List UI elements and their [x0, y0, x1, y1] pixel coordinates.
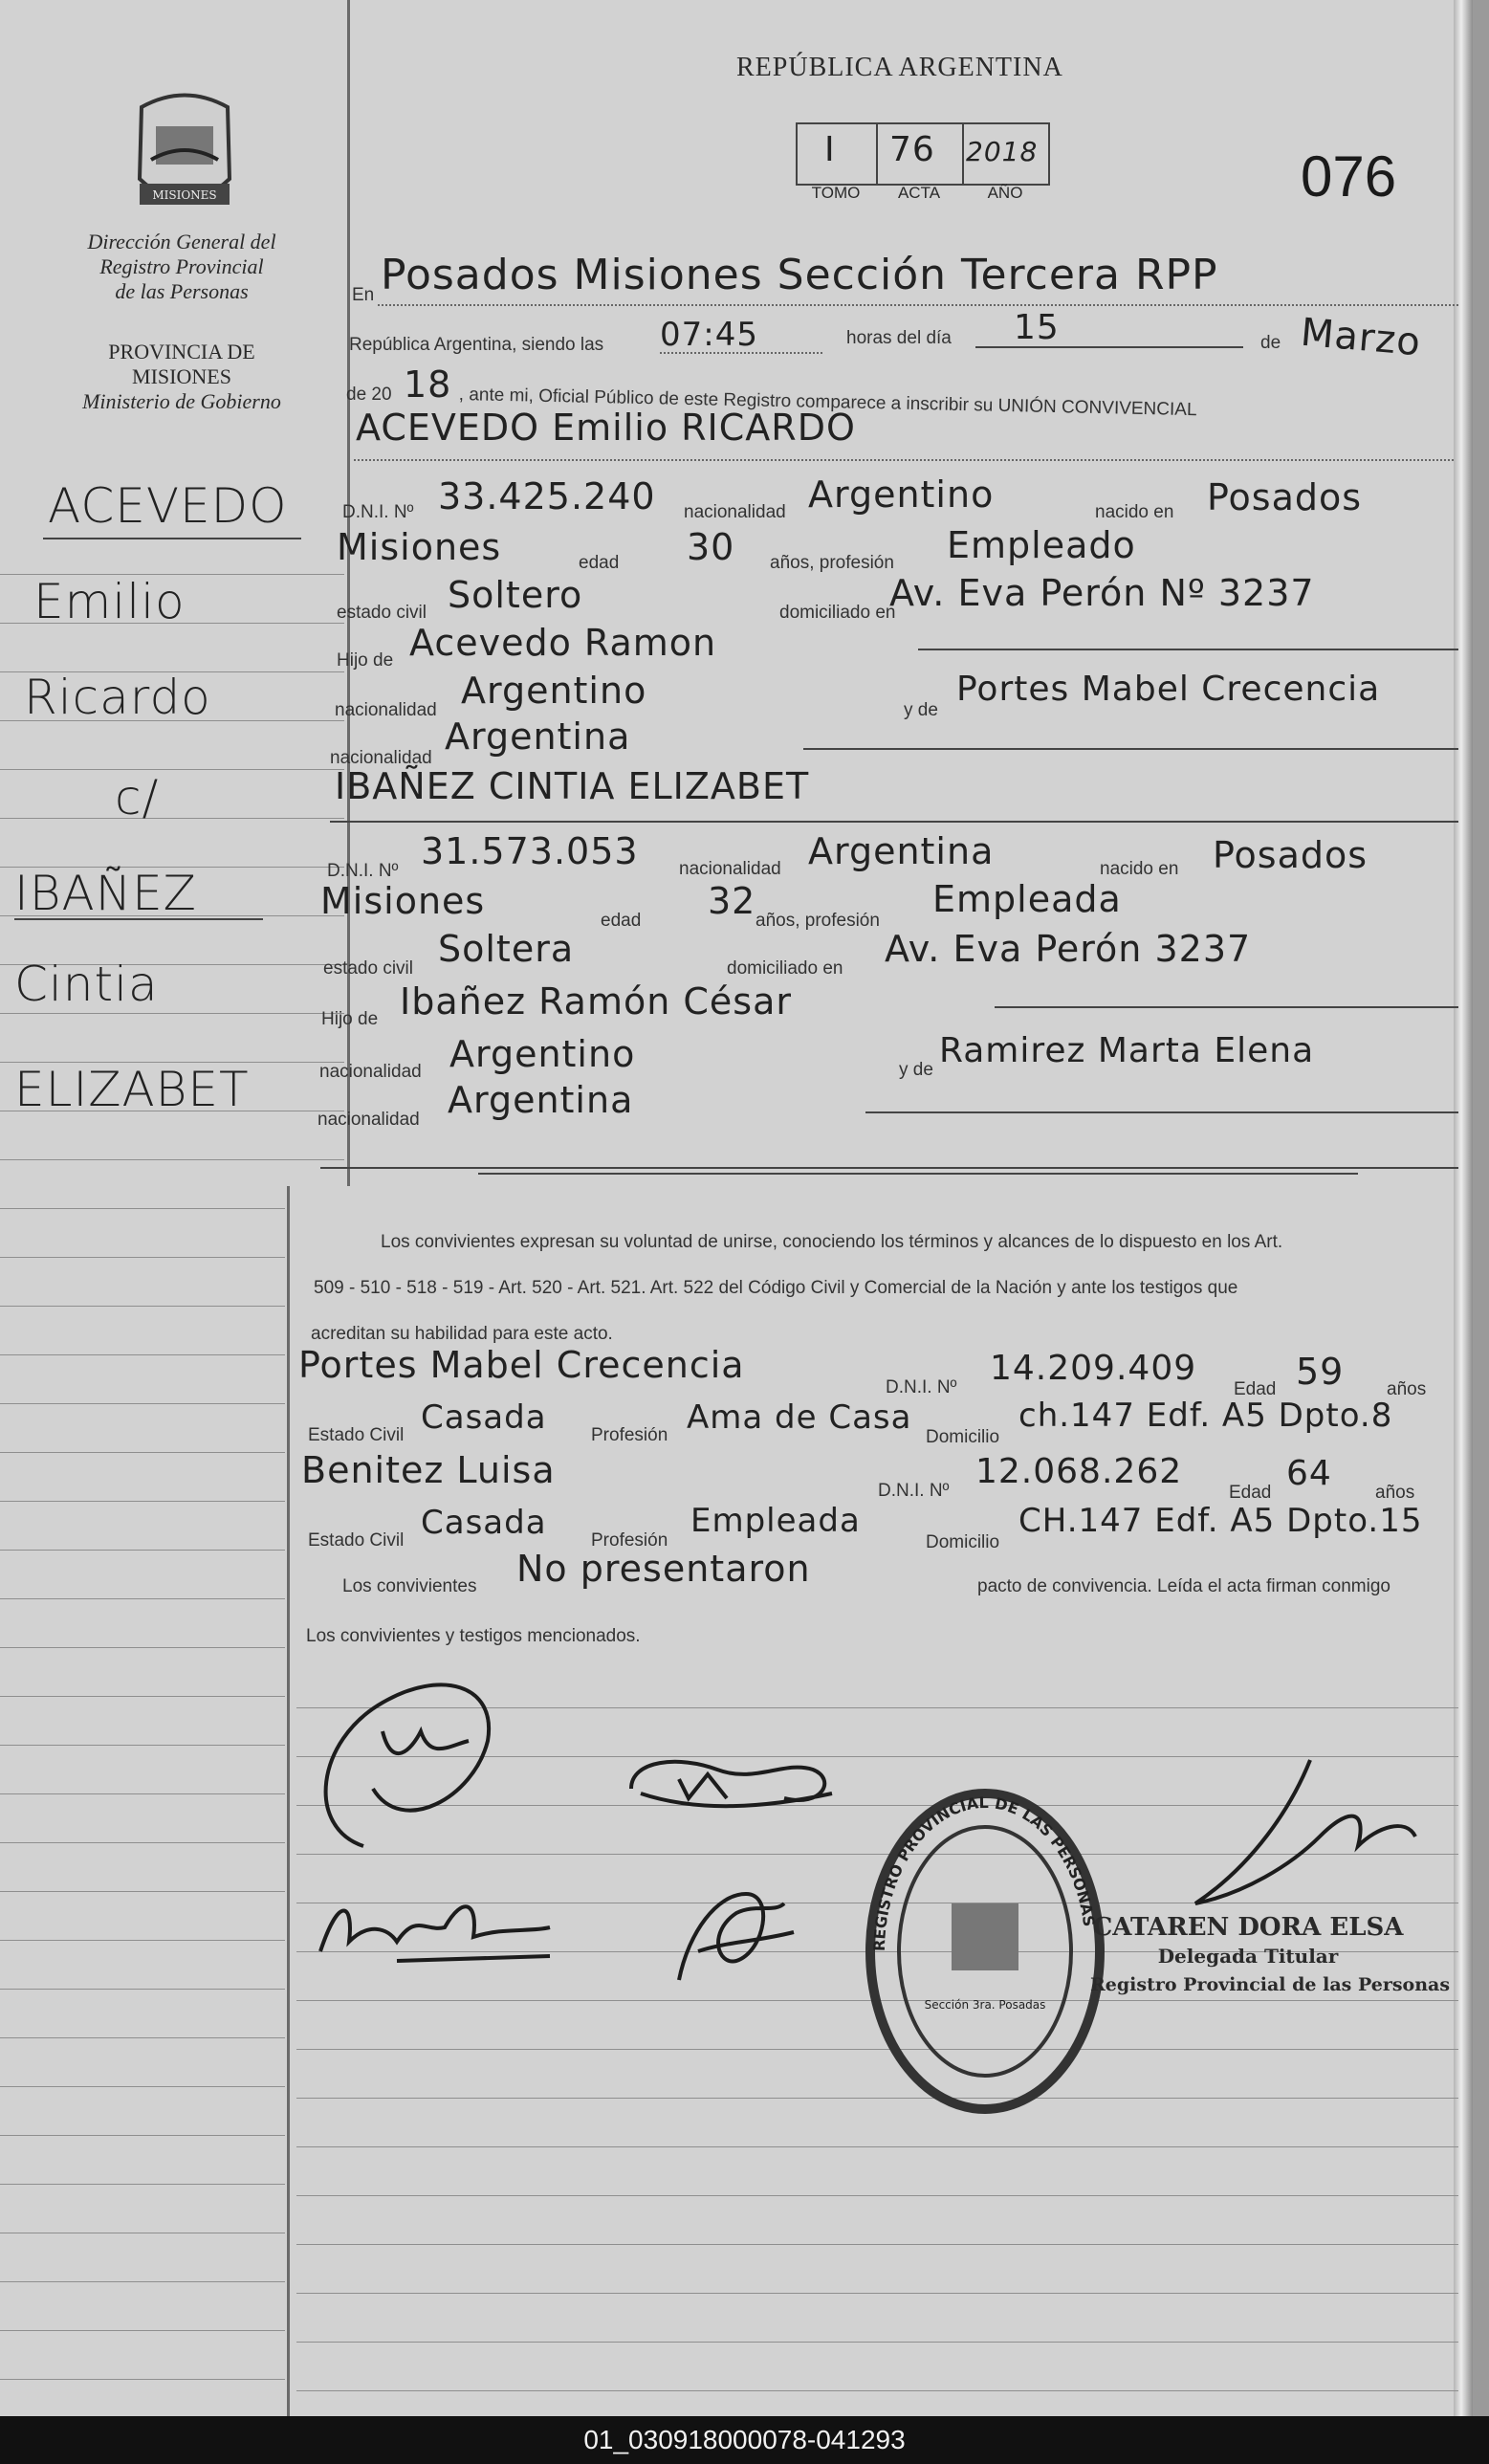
tomo-label: TOMO: [811, 184, 861, 202]
document-id: 01_030918000078-041293: [583, 2425, 906, 2454]
p1-prof-label: años, profesión: [770, 553, 894, 573]
w2-years-label: años: [1375, 1483, 1415, 1503]
ruled-line: [0, 1013, 344, 1014]
p2-mother-nat-line: [865, 1111, 1458, 1113]
w1-age: 59: [1296, 1351, 1345, 1393]
p1-born2: Misiones: [337, 526, 502, 568]
p2-born2: Misiones: [320, 880, 486, 922]
ministry-line: Ministerio de Gobierno: [82, 389, 281, 413]
ruled-line: [0, 769, 344, 770]
province-block: [38, 340, 325, 414]
margin-name-1: Emilio: [33, 574, 186, 629]
w1-profession: Ama de Casa: [687, 1398, 912, 1437]
tomo-cell: [796, 122, 878, 186]
acta-label: ACTA: [897, 184, 941, 202]
ruled-line: [296, 2390, 1458, 2391]
signature-officer: [1176, 1750, 1425, 1923]
emblem-text: MISIONES: [152, 188, 217, 202]
p1-dni-label: D.N.I. Nº: [342, 502, 414, 522]
w1-civil-label: Estado Civil: [308, 1425, 405, 1445]
acta-value: 76: [889, 130, 935, 169]
day-value: 15: [1014, 308, 1060, 347]
horas-label: horas del día: [846, 328, 952, 348]
w2-dom-label: Domicilio: [926, 1532, 1000, 1552]
p2-civil-label: estado civil: [323, 958, 413, 979]
agency-line-1: Dirección General del: [87, 230, 276, 253]
ruled-line: [296, 2293, 1458, 2294]
p2-father: Ibañez Ramón César: [400, 980, 793, 1023]
ruled-line: [0, 1940, 285, 1941]
margin-name-3: c/: [115, 770, 160, 825]
p2-born-label: nacido en: [1100, 859, 1179, 879]
p2-father-line: [995, 1006, 1458, 1008]
closing-label-3: Los convivientes y testigos mencionados.: [306, 1626, 641, 1646]
p2-father-nat-label: nacionalidad: [319, 1062, 422, 1082]
ruled-line: [0, 1306, 285, 1307]
p2-age-label: edad: [601, 911, 642, 931]
province-line-2: MISIONES: [132, 364, 231, 388]
agency-line-2: Registro Provincial: [99, 254, 264, 278]
margin-divider: [347, 0, 350, 1186]
p1-mother-nat-label: nacionalidad: [330, 748, 432, 768]
anio-value: 2018: [966, 136, 1039, 167]
p1-mother-nat: Argentina: [445, 715, 631, 758]
p2-yde-label: y de: [899, 1060, 933, 1080]
location-line: [378, 304, 1458, 306]
margin-name-4: IBAÑEZ: [14, 866, 197, 921]
w1-years-label: años: [1387, 1379, 1427, 1399]
ruled-line: [0, 2379, 285, 2380]
w2-civil: Casada: [421, 1504, 547, 1542]
p1-father-line: [918, 649, 1458, 650]
p2-hijo-label: Hijo de: [321, 1009, 379, 1029]
ruled-line: [0, 2330, 285, 2331]
p1-born-label: nacido en: [1095, 502, 1174, 522]
officer-stamp-block: [1090, 1913, 1451, 1999]
person1-name-line: [354, 459, 1454, 461]
officer-office: Registro Provincial de las Personas: [1090, 1974, 1451, 1995]
time-value: 07:45: [660, 316, 758, 354]
ruled-line: [0, 2086, 285, 2087]
p2-mother-nat-label: nacionalidad: [318, 1110, 420, 1130]
w2-prof-label: Profesión: [591, 1530, 668, 1551]
signature-convivient-1: [306, 1655, 516, 1865]
p1-profession: Empleado: [947, 524, 1136, 566]
p1-mother: Portes Mabel Crecencia: [956, 670, 1381, 709]
w2-profession: Empleada: [690, 1502, 861, 1540]
closing-label-1: Los convivientes: [342, 1576, 477, 1596]
p2-born: Posados: [1213, 834, 1369, 876]
p1-civil-label: estado civil: [337, 603, 427, 623]
p2-dni-label: D.N.I. Nº: [327, 861, 399, 881]
ruled-line: [0, 2281, 285, 2282]
p1-yde-label: y de: [904, 700, 938, 720]
officer-role: Delegada Titular: [1157, 1945, 1339, 1968]
year-prefix: de 20: [346, 385, 392, 405]
w2-dni-label: D.N.I. Nº: [878, 1481, 950, 1501]
location-value: Posados Misiones Sección Tercera RPP: [381, 251, 1218, 299]
w1-dni: 14.209.409: [990, 1349, 1197, 1388]
legal-text-3: acreditan su habilidad para este acto.: [311, 1324, 613, 1344]
signature-witness-1: [311, 1875, 559, 1980]
ruled-line: [0, 1403, 285, 1404]
w1-name: Portes Mabel Crecencia: [298, 1344, 745, 1386]
margin-underline: [43, 538, 301, 539]
ruled-line: [0, 1891, 285, 1892]
country-title: REPÚBLICA ARGENTINA: [736, 53, 1063, 82]
ruled-line: [0, 1598, 285, 1599]
ruled-line: [296, 2146, 1458, 2147]
p1-hijo-label: Hijo de: [337, 650, 394, 671]
margin-name-2: Ricardo: [24, 670, 211, 725]
ruled-line: [0, 2184, 285, 2185]
month-value: Marzo: [1299, 310, 1423, 365]
tomo-value: I: [824, 130, 836, 169]
legal-text-2: 509 - 510 - 518 - 519 - Art. 520 - Art. 521. Art. 522 del Código Civil y Comercial de la Nación y ante los testigos que: [314, 1278, 1238, 1298]
p1-age-label: edad: [579, 553, 620, 573]
de-label: de: [1260, 333, 1281, 353]
p1-dni: 33.425.240: [438, 475, 656, 517]
ruled-line: [0, 2135, 285, 2136]
ruled-line: [0, 1208, 285, 1209]
margin-name-6: ELIZABET: [14, 1062, 250, 1117]
province-emblem-icon: [122, 88, 247, 227]
p1-dom-label: domiciliado en: [779, 603, 896, 623]
w2-dni: 12.068.262: [975, 1452, 1183, 1491]
p2-mother-nat: Argentina: [448, 1079, 634, 1121]
officer-name: CATAREN DORA ELSA: [1092, 1913, 1404, 1942]
day-line: [975, 346, 1243, 348]
w1-dom-label: Domicilio: [926, 1427, 1000, 1447]
ruled-line: [0, 1550, 285, 1551]
ruled-line: [0, 1257, 285, 1258]
p1-father-nat-label: nacionalidad: [335, 700, 437, 720]
ruled-line: [296, 2244, 1458, 2245]
ruled-line: [0, 1842, 285, 1843]
end-line-1: [320, 1167, 1458, 1169]
en-label: En: [352, 285, 375, 305]
margin-name-5: Cintia: [14, 957, 159, 1012]
p2-prof-label: años, profesión: [755, 911, 880, 931]
closing-label-2: pacto de convivencia. Leída el acta firman conmigo: [977, 1576, 1390, 1596]
p2-dom-label: domiciliado en: [727, 958, 843, 979]
agency-line-3: de las Personas: [115, 279, 249, 303]
p1-father: Acevedo Ramon: [409, 622, 717, 664]
pact-value: No presentaron: [516, 1548, 811, 1590]
p1-mother-nat-line: [803, 748, 1458, 750]
w1-age-label: Edad: [1234, 1379, 1277, 1399]
ruled-line: [0, 1501, 285, 1502]
p2-domicile: Av. Eva Perón 3237: [885, 928, 1252, 970]
margin-name-0: ACEVEDO: [48, 478, 288, 534]
p2-age: 32: [708, 880, 756, 922]
document-id-bar: [0, 2416, 1489, 2464]
p1-civil: Soltero: [448, 574, 583, 616]
page-number: 076: [1301, 144, 1397, 209]
w2-domicile: CH.147 Edf. A5 Dpto.15: [1018, 1502, 1423, 1540]
ruled-line: [0, 1647, 285, 1648]
p1-domicile: Av. Eva Perón Nº 3237: [889, 572, 1315, 614]
w2-age: 64: [1286, 1454, 1332, 1493]
w1-dni-label: D.N.I. Nº: [886, 1377, 957, 1397]
ruled-line: [0, 1452, 285, 1453]
person2-name: IBAÑEZ CINTIA ELIZABET: [335, 765, 810, 807]
signature-convivient-2: [622, 1741, 842, 1827]
year-value: 18: [404, 363, 452, 406]
official-stamp: [856, 1779, 1114, 2123]
w2-civil-label: Estado Civil: [308, 1530, 405, 1551]
ruled-line: [0, 818, 344, 819]
p2-father-nat: Argentino: [449, 1033, 636, 1075]
margin-underline: [14, 918, 263, 920]
stamp-ring-text: REGISTRO PROVINCIAL DE LAS PERSONAS: [869, 1793, 1099, 1952]
w2-age-label: Edad: [1229, 1483, 1272, 1503]
statement-text: , ante mi, Oficial Público de este Registro comparece a inscribir su UNIÓN CONVIVENCIAL: [458, 385, 1197, 421]
ruled-line: [0, 1159, 344, 1160]
stamp-inner-text: Sección 3ra. Posadas: [924, 1998, 1046, 2012]
end-line-2: [478, 1173, 1358, 1175]
p2-profession: Empleada: [932, 878, 1122, 920]
ruled-line: [0, 2037, 285, 2038]
page-edge: [1454, 0, 1473, 2416]
ruled-line: [0, 1745, 285, 1746]
w1-domicile: ch.147 Edf. A5 Dpto.8: [1018, 1397, 1393, 1435]
p1-born: Posados: [1207, 476, 1363, 518]
p1-nac-label: nacionalidad: [684, 502, 786, 522]
margin-divider-lower: [287, 1186, 290, 2416]
w2-name: Benitez Luisa: [301, 1449, 556, 1491]
signature-witness-2: [660, 1875, 813, 1990]
ruled-line: [296, 2195, 1458, 2196]
ruled-line: [0, 1793, 285, 1794]
agency-block: [38, 230, 325, 304]
ruled-line: [0, 1696, 285, 1697]
legal-text-1: Los convivientes expresan su voluntad de unirse, conociendo los términos y alcances de lo dispuesto en los Art.: [381, 1232, 1283, 1252]
ruled-line: [0, 1989, 285, 1990]
p1-age: 30: [687, 526, 735, 568]
p1-father-nat: Argentino: [461, 670, 647, 712]
p2-civil: Soltera: [438, 928, 575, 970]
province-line-1: PROVINCIA DE: [108, 340, 255, 363]
ruled-line: [296, 2342, 1458, 2343]
person1-name: ACEVEDO Emilio RICARDO: [356, 407, 856, 449]
p2-dni: 31.573.053: [421, 830, 639, 872]
time-line: [660, 352, 822, 354]
p1-nationality: Argentino: [808, 473, 995, 516]
p2-nac-label: nacionalidad: [679, 859, 781, 879]
p2-mother: Ramirez Marta Elena: [939, 1031, 1315, 1070]
rep-label: República Argentina, siendo las: [349, 335, 604, 355]
p2-nationality: Argentina: [808, 830, 995, 872]
person2-name-line: [330, 821, 1458, 823]
w1-prof-label: Profesión: [591, 1425, 668, 1445]
w1-civil: Casada: [421, 1398, 547, 1437]
anio-label: AÑO: [987, 184, 1023, 202]
ruled-line: [0, 1354, 285, 1355]
